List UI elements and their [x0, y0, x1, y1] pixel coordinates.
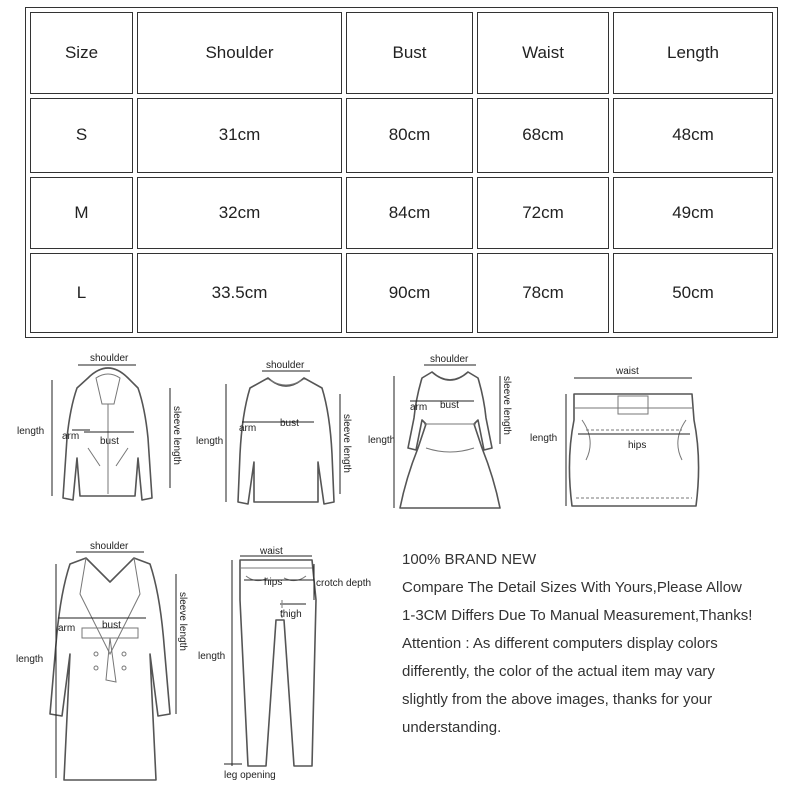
label-length: length [196, 436, 224, 447]
label-bust: bust [102, 620, 121, 631]
label-sleeve-length: sleeve length [177, 592, 188, 651]
notice-measurement-tolerance: 1-3CM Differs Due To Manual Measurement,Thanks! [402, 607, 753, 624]
label-arm: arm [58, 623, 76, 634]
pants-diagram [196, 540, 392, 788]
table-row [30, 98, 773, 172]
label-bust: bust [100, 436, 119, 447]
header-bust: Bust [346, 12, 473, 94]
label-waist: waist [260, 546, 283, 557]
label-leg-opening: leg opening [224, 770, 276, 781]
label-length: length [16, 654, 44, 665]
sweater-illustration [190, 354, 370, 514]
cell-length: 48cm [613, 98, 773, 172]
label-sleeve-length: sleeve length [341, 414, 352, 473]
notice-color-line-3: understanding. [402, 719, 502, 736]
pants-icon [240, 560, 316, 766]
cell-waist: 78cm [477, 253, 609, 333]
header-shoulder: Shoulder [137, 12, 342, 94]
cell-bust: 90cm [346, 253, 473, 333]
cell-bust: 80cm [346, 98, 473, 172]
notice-brand-new: 100% BRAND NEW [402, 551, 537, 568]
label-sleeve-length: sleeve length [501, 376, 512, 435]
header-size: Size [30, 12, 133, 94]
table-row [30, 253, 773, 333]
label-arm: arm [62, 431, 80, 442]
cell-size: M [30, 177, 133, 249]
cell-waist: 68cm [477, 98, 609, 172]
sweater-icon [238, 378, 334, 504]
coat-illustration [10, 534, 200, 784]
coat-icon [50, 558, 170, 780]
table-header-row [30, 12, 773, 94]
cell-shoulder: 32cm [137, 177, 342, 249]
label-thigh: thigh [280, 609, 302, 620]
label-sleeve-length: sleeve length [171, 406, 182, 465]
label-bust: bust [440, 400, 459, 411]
pants-illustration [196, 540, 392, 788]
dress-illustration [366, 348, 526, 518]
cell-size: L [30, 253, 133, 333]
cell-length: 50cm [613, 253, 773, 333]
notice-color-line-1: differently, the color of the actual item may vary [402, 663, 715, 680]
hoodie-illustration [10, 348, 200, 518]
notice-compare-sizes: Compare The Detail Sizes With Yours,Please Allow [402, 579, 742, 596]
label-waist: waist [616, 366, 639, 377]
cell-length: 49cm [613, 177, 773, 249]
label-shoulder: shoulder [90, 541, 129, 552]
label-length: length [368, 435, 396, 446]
dress-diagram [366, 348, 526, 518]
cell-shoulder: 31cm [137, 98, 342, 172]
label-crotch-depth: crotch depth [316, 578, 372, 589]
cell-bust: 84cm [346, 177, 473, 249]
table-row [30, 177, 773, 249]
label-hips: hips [264, 577, 283, 588]
label-shoulder: shoulder [90, 353, 129, 364]
label-shoulder: shoulder [430, 354, 469, 365]
product-notice [402, 546, 798, 742]
label-arm: arm [410, 402, 428, 413]
header-length: Length [613, 12, 773, 94]
skirt-illustration [526, 360, 716, 520]
cell-shoulder: 33.5cm [137, 253, 342, 333]
cell-size: S [30, 98, 133, 172]
label-arm: arm [239, 423, 257, 434]
sweater-diagram [190, 354, 370, 514]
hoodie-diagram [10, 348, 200, 518]
label-bust: bust [280, 418, 299, 429]
header-waist: Waist [477, 12, 609, 94]
coat-diagram [10, 534, 200, 784]
dress-icon [400, 372, 500, 508]
notice-attention: Attention : As different computers display colors [402, 635, 718, 652]
label-shoulder: shoulder [266, 360, 305, 371]
skirt-diagram [526, 360, 716, 520]
label-length: length [198, 651, 226, 662]
cell-waist: 72cm [477, 177, 609, 249]
label-length: length [530, 433, 558, 444]
notice-color-line-2: slightly from the above images, thanks for your [402, 691, 713, 708]
size-chart-table [25, 7, 778, 338]
label-length: length [17, 426, 45, 437]
label-hips: hips [628, 440, 647, 451]
